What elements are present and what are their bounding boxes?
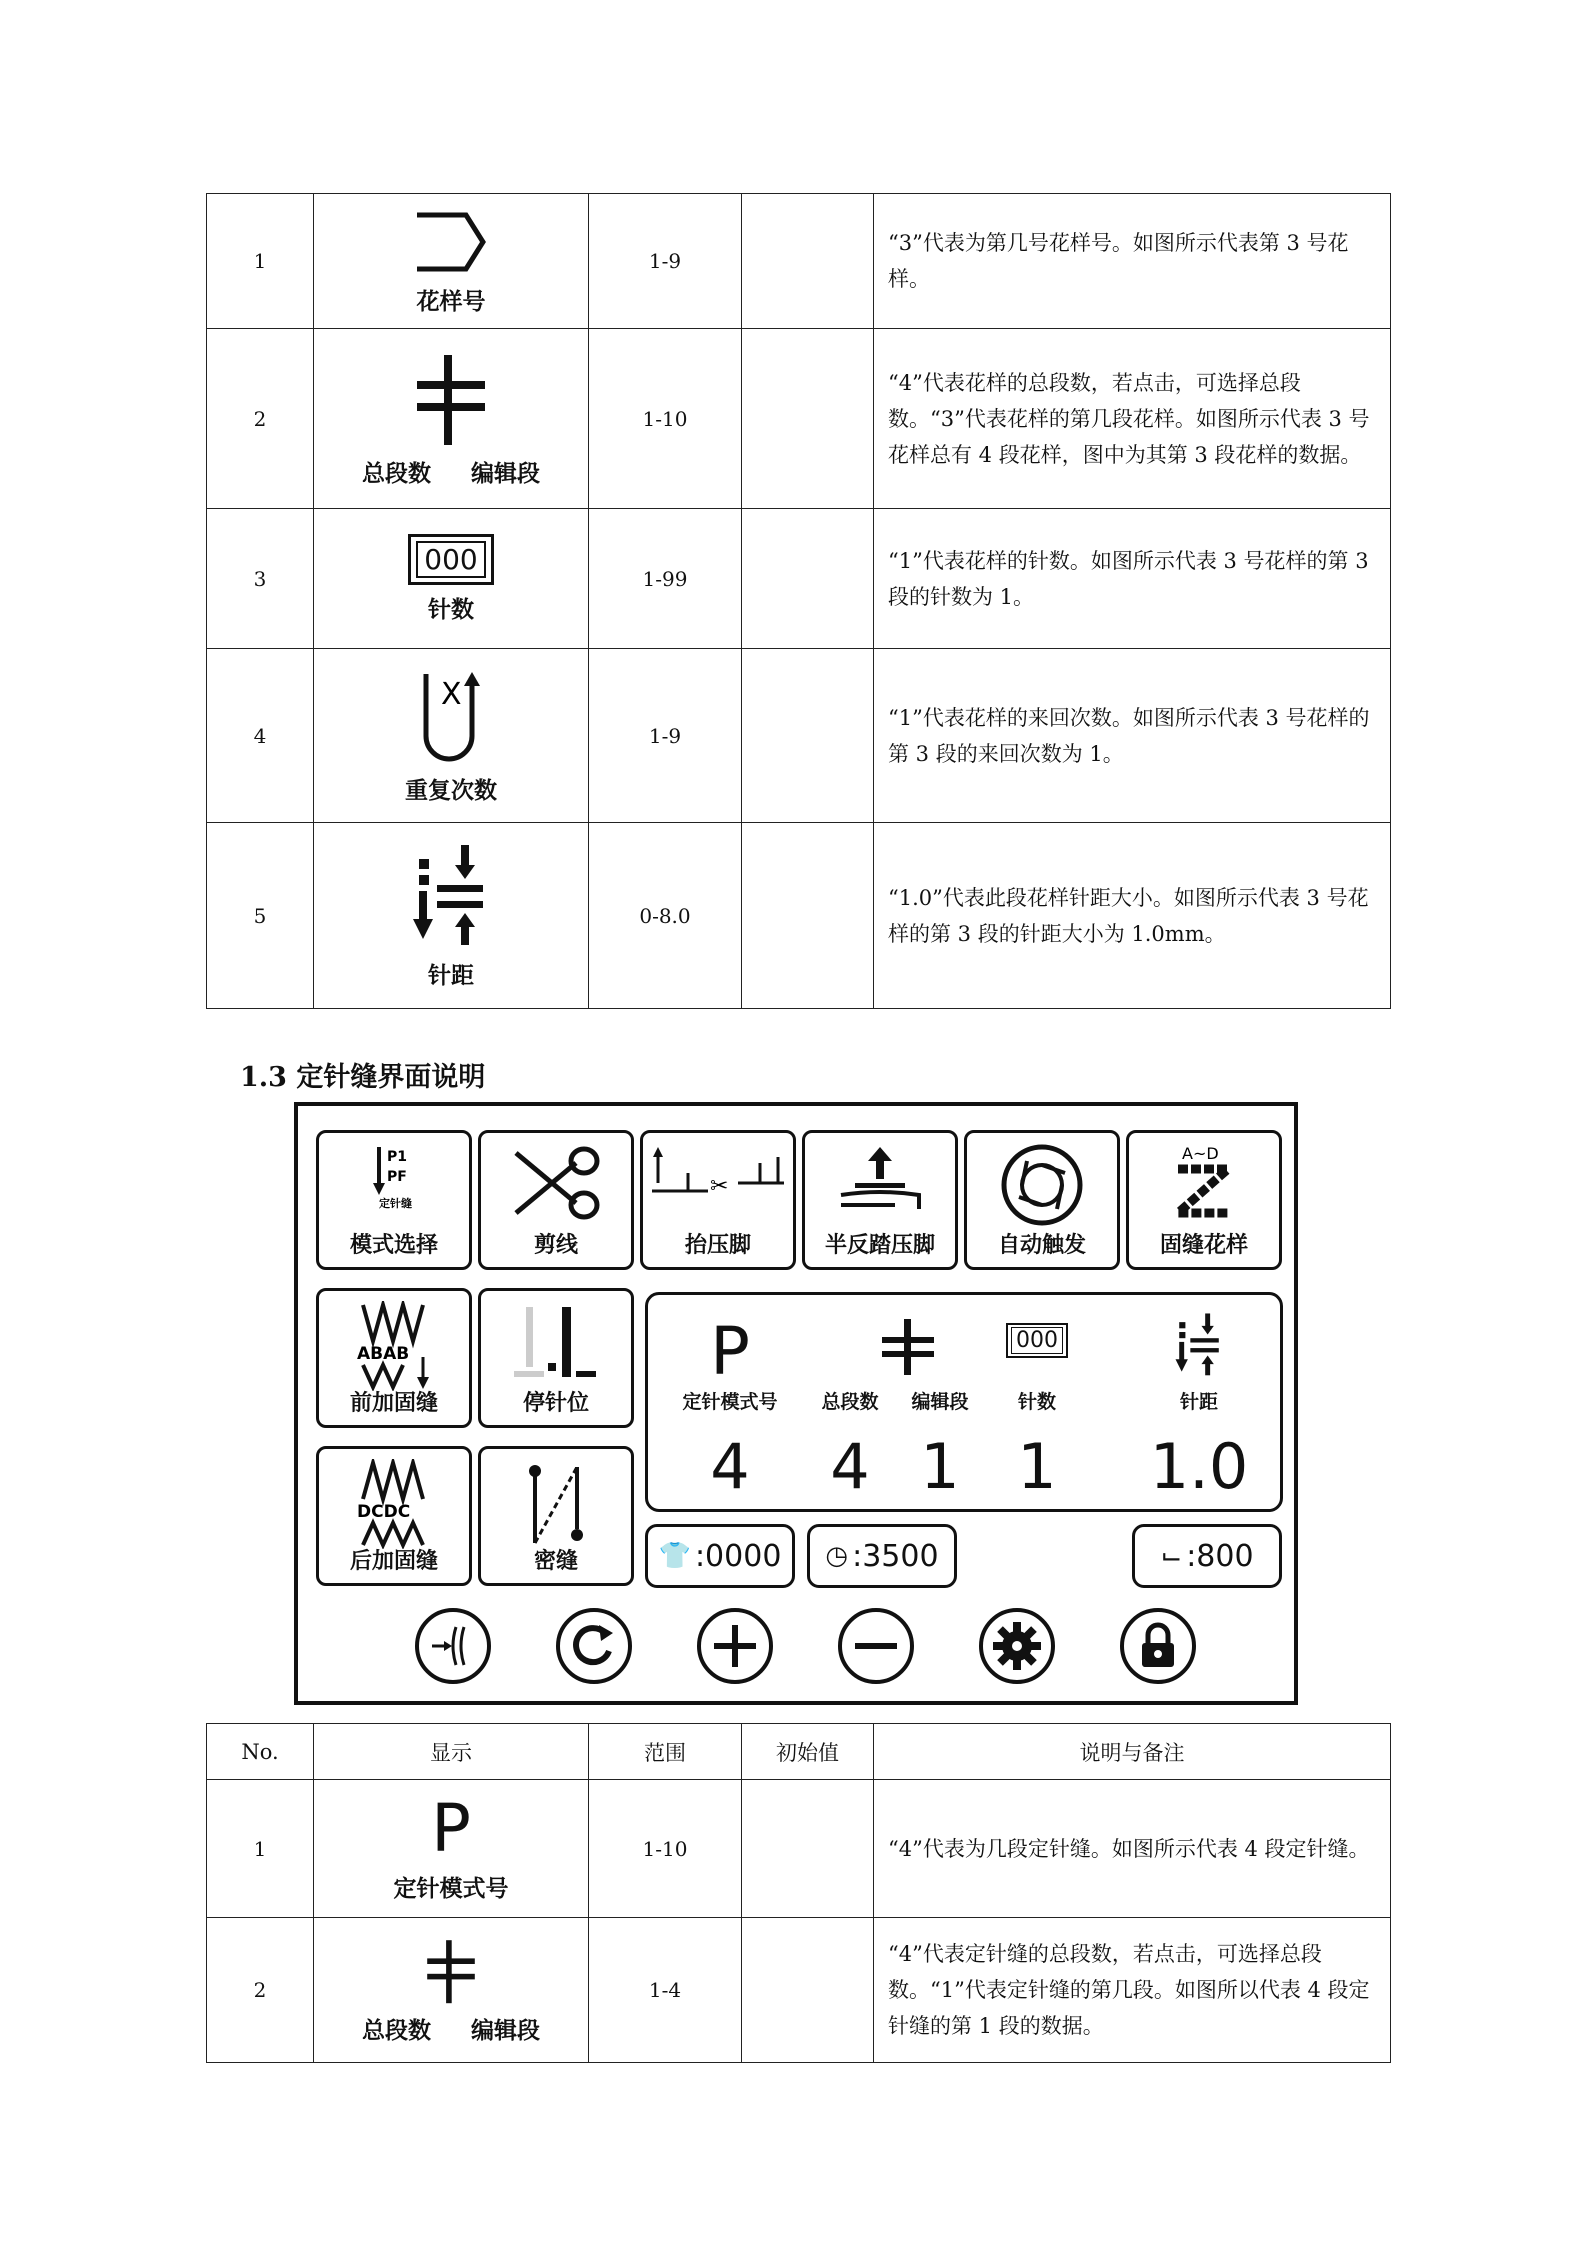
button-label: 固缝花样: [1159, 1233, 1248, 1258]
svg-text:PF: PF: [387, 1169, 407, 1185]
param-table-pattern: [206, 193, 1391, 1009]
settings-button[interactable]: [979, 1608, 1055, 1684]
icon-label: 重复次数: [405, 778, 497, 804]
initial-value: [742, 509, 874, 649]
segment-icon[interactable]: [880, 1317, 936, 1377]
stitch-count-icon: 000: [1006, 1323, 1068, 1358]
stitch-count-value[interactable]: 1: [1017, 1430, 1057, 1503]
svg-text:✂: ✂: [710, 1174, 729, 1199]
initial-value: [742, 649, 874, 823]
edit-segment-value[interactable]: 1: [920, 1430, 960, 1503]
icon-label: 花样号: [416, 288, 486, 315]
row-number: 2: [207, 1918, 314, 2063]
description: “4”代表定针缝的总段数，若点击，可选择总段数。“1”代表定针缝的第几段。如图所以代表 4 段定针缝的第 1 段的数据。: [874, 1918, 1391, 2063]
row-number: 5: [207, 823, 314, 1009]
svg-text:ABAB: ABAB: [357, 1344, 410, 1364]
header-range: 范围: [589, 1724, 742, 1780]
mode-select-button[interactable]: [316, 1130, 472, 1270]
needle-stop-icon: [506, 1301, 606, 1391]
icon-label: 定针模式号: [393, 1876, 509, 1902]
sew-mode-button[interactable]: [415, 1608, 491, 1684]
row-number: 4: [207, 649, 314, 823]
table-row: [207, 194, 1391, 329]
minus-icon: [851, 1621, 901, 1671]
row-number: 3: [207, 509, 314, 649]
sew-mode-icon: [428, 1621, 478, 1671]
dense-stitch-icon: [511, 1459, 601, 1549]
button-label: 自动触发: [997, 1233, 1086, 1258]
initial-value: [742, 823, 874, 1009]
initial-value: [742, 1918, 874, 2063]
description: “4”代表花样的总段数，若点击，可选择总段数。“3”代表花样的第几段花样。如图所示代表 3 号花样总有 4 段花样，图中为其第 3 段花样的数据。: [874, 329, 1391, 509]
svg-text:A~D: A~D: [1182, 1144, 1219, 1163]
svg-text:X: X: [441, 677, 462, 712]
button-label: 半反踏压脚: [824, 1233, 935, 1258]
row-number: 2: [207, 329, 314, 509]
plus-button[interactable]: [697, 1608, 773, 1684]
stitch-length-icon: [411, 841, 491, 951]
range-value: 1-99: [589, 509, 742, 649]
segment-icon: [411, 349, 491, 449]
svg-text:P1: P1: [387, 1149, 408, 1165]
scissors-icon: [506, 1143, 606, 1223]
initial-value: [742, 1780, 874, 1918]
lock-button[interactable]: [1120, 1608, 1196, 1684]
stitch-length-caption: 针距: [1179, 1391, 1219, 1413]
table-row: [207, 509, 1391, 649]
param-table-fixed-stitch: [206, 1723, 1391, 2063]
piece-counter[interactable]: 👕 :0000: [645, 1524, 795, 1588]
table-row: [207, 649, 1391, 823]
front-reinforce-button[interactable]: [316, 1288, 472, 1428]
icon-label: 针距: [428, 963, 474, 989]
dense-stitch-button[interactable]: [478, 1446, 634, 1586]
header-no: No.: [207, 1724, 314, 1780]
pattern-number-icon: [411, 207, 491, 277]
half-pedal-icon: [835, 1143, 925, 1213]
row-number: 1: [207, 194, 314, 329]
back-reinforce-button[interactable]: [316, 1446, 472, 1586]
description: “4”代表为几段定针缝。如图所示代表 4 段定针缝。: [874, 1780, 1391, 1918]
range-value: 1-10: [589, 329, 742, 509]
header-initial: 初始值: [742, 1724, 874, 1780]
table-row: [207, 1918, 1391, 2063]
speed-setting[interactable]: ◷ :3500: [807, 1524, 957, 1588]
segment-icon: [416, 1936, 486, 2006]
button-label: 剪线: [533, 1233, 578, 1258]
description: “3”代表为第几号花样号。如图所示代表第 3 号花样。: [874, 194, 1391, 329]
back-reinforce-icon: [349, 1459, 439, 1549]
header-desc: 说明与备注: [874, 1724, 1391, 1780]
stitch-count-icon: 000: [408, 534, 493, 585]
button-label: 密缝: [533, 1549, 578, 1574]
minus-button[interactable]: [838, 1608, 914, 1684]
trim-button[interactable]: [478, 1130, 634, 1270]
range-value: 1-4: [589, 1918, 742, 2063]
p-symbol: P: [431, 1790, 471, 1867]
needle-stop-button[interactable]: [478, 1288, 634, 1428]
presser-foot-setting[interactable]: ⌙ :800: [1132, 1524, 1282, 1588]
plus-icon: [710, 1621, 760, 1671]
button-label: 前加固缝: [349, 1391, 438, 1416]
range-value: 1-9: [589, 194, 742, 329]
p-symbol: P: [710, 1313, 750, 1390]
reset-button[interactable]: [556, 1608, 632, 1684]
description: “1.0”代表此段花样针距大小。如图所示代表 3 号花样的第 3 段的针距大小为 1.0mm。: [874, 823, 1391, 1009]
table-header-row: [207, 1724, 1391, 1780]
button-label: 抬压脚: [684, 1233, 751, 1258]
svg-text:DCDC: DCDC: [357, 1502, 411, 1522]
total-segments-caption: 总段数: [821, 1391, 879, 1413]
lock-icon: [1134, 1621, 1182, 1671]
svg-text:定针缝: 定针缝: [379, 1197, 412, 1210]
fixed-pattern-button[interactable]: [1126, 1130, 1282, 1270]
button-label: 停针位: [522, 1391, 589, 1416]
stitch-length-icon: [1174, 1311, 1224, 1379]
range-value: 1-10: [589, 1780, 742, 1918]
fixed-pattern-icon: [1164, 1143, 1244, 1223]
initial-value: [742, 329, 874, 509]
stitch-count-caption: 针数: [1017, 1391, 1057, 1413]
shirt-icon: 👕: [658, 1541, 691, 1571]
mode-select-icon: [359, 1143, 429, 1213]
initial-value: [742, 194, 874, 329]
range-value: 0-8.0: [589, 823, 742, 1009]
speed-gauge-icon: ◷: [825, 1541, 849, 1571]
refresh-icon: [569, 1621, 619, 1671]
description: “1”代表花样的针数。如图所示代表 3 号花样的第 3 段的针数为 1。: [874, 509, 1391, 649]
total-segments-value[interactable]: 4: [830, 1430, 870, 1503]
row-number: 1: [207, 1780, 314, 1918]
auto-trigger-icon: [997, 1143, 1087, 1227]
stitch-length-value[interactable]: 1.0: [1149, 1430, 1249, 1503]
button-label: 后加固缝: [349, 1549, 438, 1574]
button-label: 模式选择: [349, 1233, 438, 1258]
front-reinforce-icon: [349, 1301, 439, 1391]
range-value: 1-9: [589, 649, 742, 823]
total-segments-label: 总段数: [362, 2017, 431, 2044]
edit-segment-label: 编辑段: [471, 2017, 540, 2044]
auto-trigger-button[interactable]: [964, 1130, 1120, 1270]
half-pedal-button[interactable]: [802, 1130, 958, 1270]
description: “1”代表花样的来回次数。如图所示代表 3 号花样的第 3 段的来回次数为 1。: [874, 649, 1391, 823]
mode-number-value[interactable]: 4: [710, 1430, 750, 1503]
header-display: 显示: [314, 1724, 589, 1780]
table-row: [207, 329, 1391, 509]
section-heading: 1.3 定针缝界面说明: [240, 1062, 486, 1093]
gear-icon: [991, 1620, 1043, 1672]
control-panel: [294, 1102, 1298, 1705]
mode-number-caption: 定针模式号: [682, 1391, 778, 1413]
parameter-display: [645, 1292, 1283, 1512]
repeat-icon: [406, 666, 496, 766]
table-row: [207, 823, 1391, 1009]
presser-lift-icon: [648, 1143, 788, 1203]
total-segments-label: 总段数: [362, 461, 431, 487]
presser-lift-button[interactable]: [640, 1130, 796, 1270]
edit-segment-caption: 编辑段: [911, 1391, 969, 1413]
icon-label: 针数: [428, 596, 474, 623]
table-row: [207, 1780, 1391, 1918]
presser-foot-icon: ⌙: [1160, 1541, 1183, 1571]
edit-segment-label: 编辑段: [471, 461, 540, 487]
